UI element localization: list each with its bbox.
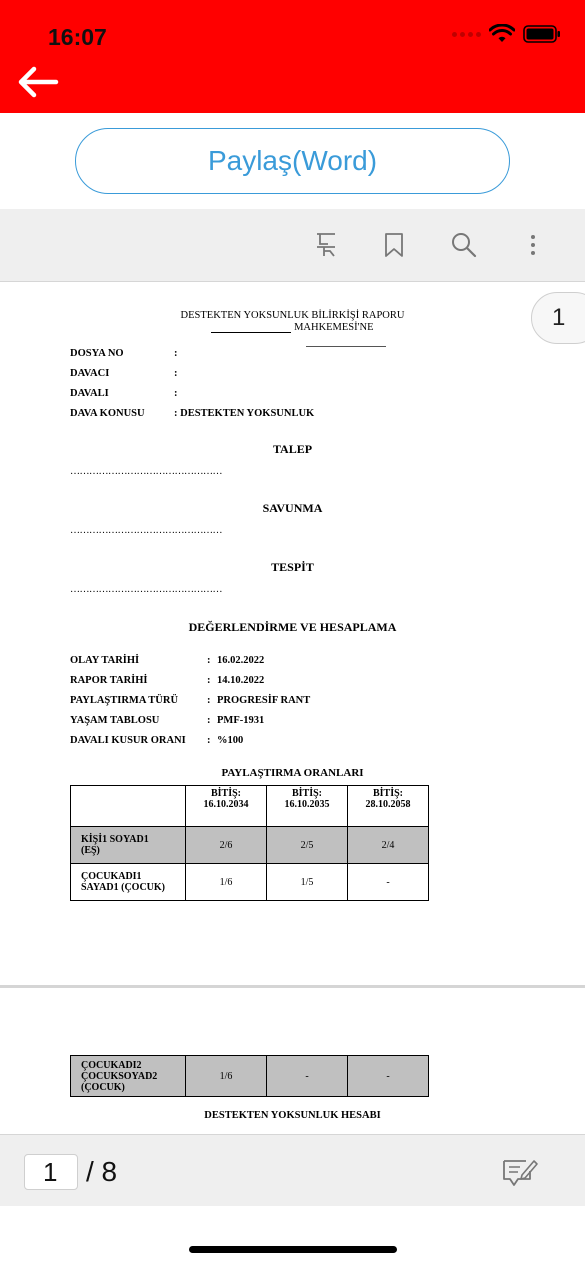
signal-icon — [452, 32, 481, 37]
section-degerlendirme: DEĞERLENDİRME VE HESAPLAMA — [188, 620, 397, 634]
table-cell: 2/6 — [186, 827, 267, 864]
table-cell: - — [348, 864, 429, 901]
pdf-document-view[interactable] — [0, 282, 585, 1134]
pdf-toolbar — [0, 209, 585, 282]
page-number-input[interactable]: 1 — [24, 1154, 78, 1190]
detail-rapor-tarihi: RAPOR TARİHİ : 14.10.2022 — [70, 675, 265, 686]
share-area — [0, 113, 585, 209]
field-davali: DAVALI : — [70, 388, 178, 399]
table-caption: PAYLAŞTIRMA ORANLARI — [221, 767, 364, 779]
current-page-badge: 1 — [531, 292, 585, 344]
tespit-dots: ………………………………………… — [70, 584, 222, 595]
detail-olay-tarihi: OLAY TARİHİ : 16.02.2022 — [70, 655, 265, 666]
back-arrow-icon — [16, 64, 60, 100]
field-dava-konusu: DAVA KONUSU : DESTEKTEN YOKSUNLUK — [70, 408, 315, 419]
table-cell: 1/6 — [186, 864, 267, 901]
bookmark-button[interactable] — [378, 229, 410, 261]
annotate-icon — [500, 1155, 540, 1189]
reading-mode-icon — [314, 232, 338, 258]
loss-calculation-heading: DESTEKTEN YOKSUNLUK HESABI — [204, 1110, 381, 1121]
back-button[interactable] — [16, 64, 60, 100]
field-dosya-no: DOSYA NO : — [70, 348, 178, 359]
table-cell: - — [348, 1056, 429, 1097]
wifi-icon — [489, 24, 515, 44]
table-row-name: ÇOCUKADI2 ÇOCUKSOYAD2 (ÇOCUK) — [71, 1056, 186, 1097]
table-header-cell: BİTİŞ: 28.10.2058 — [348, 786, 429, 827]
search-icon — [450, 231, 478, 259]
page-total: / 8 — [86, 1156, 118, 1187]
home-indicator — [189, 1246, 397, 1253]
table-row — [71, 827, 429, 864]
annotate-button[interactable] — [500, 1155, 540, 1189]
section-talep: TALEP — [272, 442, 313, 456]
table-cell: 1/5 — [267, 864, 348, 901]
detail-yasam-tablosu: YAŞAM TABLOSU : PMF-1931 — [70, 715, 265, 726]
table-row — [71, 1056, 429, 1097]
court-name-blank — [211, 323, 291, 333]
distribution-table — [70, 785, 429, 901]
table-cell: - — [267, 1056, 348, 1097]
table-header-cell: BİTİŞ: 16.10.2035 — [267, 786, 348, 827]
search-button[interactable] — [448, 229, 480, 261]
field-davaci: DAVACI : — [70, 368, 178, 379]
table-row-name: KİŞİ1 SOYAD1 (EŞ) — [71, 827, 186, 864]
title-rule — [306, 346, 386, 347]
table-header-row — [71, 786, 429, 827]
detail-kusur-orani: DAVALI KUSUR ORANI : %100 — [70, 735, 244, 746]
more-vertical-icon — [529, 233, 537, 257]
reading-mode-button[interactable] — [310, 229, 342, 261]
bookmark-icon — [384, 232, 404, 258]
page-break — [0, 985, 585, 988]
status-time: 16:07 — [48, 24, 107, 50]
table-cell: 1/6 — [186, 1056, 267, 1097]
court-title-line — [0, 322, 585, 333]
distribution-table-continued — [70, 1055, 429, 1097]
table-header-cell: BİTİŞ: 16.10.2034 — [186, 786, 267, 827]
report-title: DESTEKTEN YOKSUNLUK BİLİRKİŞİ RAPORU — [180, 310, 405, 321]
table-cell: 2/4 — [348, 827, 429, 864]
savunma-dots: ………………………………………… — [70, 525, 222, 536]
detail-paylastirma-turu: PAYLAŞTIRMA TÜRÜ : PROGRESİF RANT — [70, 695, 311, 706]
more-options-button[interactable] — [517, 229, 549, 261]
app-bar — [0, 0, 585, 113]
section-savunma: SAVUNMA — [262, 501, 323, 515]
table-header-empty — [71, 786, 186, 827]
status-icons — [452, 24, 561, 44]
section-tespit: TESPİT — [271, 560, 314, 574]
share-word-button[interactable]: Paylaş(Word) — [75, 128, 510, 194]
table-cell: 2/5 — [267, 827, 348, 864]
battery-icon — [523, 24, 561, 44]
table-row-name: ÇOCUKADI1 SAYAD1 (ÇOCUK) — [71, 864, 186, 901]
talep-dots: ………………………………………… — [70, 466, 222, 477]
court-title: MAHKEMESİ'NE — [294, 322, 374, 333]
page-navigation-bar — [0, 1134, 585, 1206]
table-row — [71, 864, 429, 901]
